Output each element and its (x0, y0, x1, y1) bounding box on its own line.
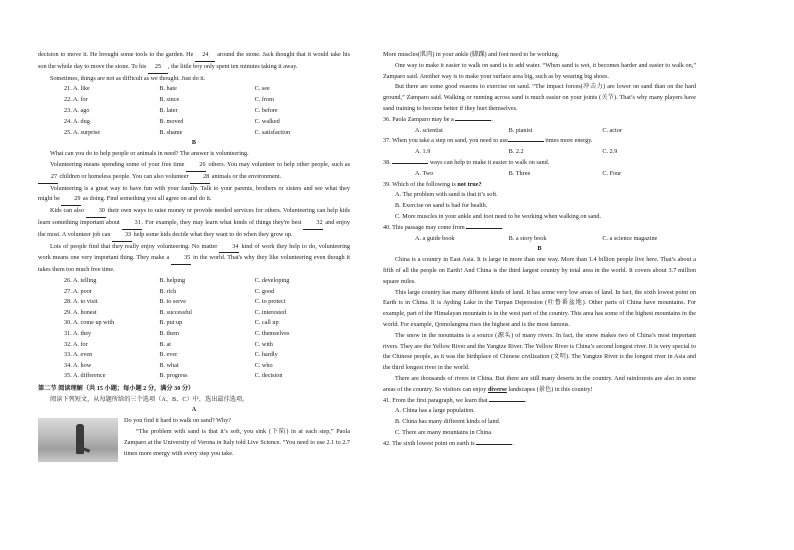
reading-a-para1: “The problem with sand is that it’s soft, you sink (下陷) in at each step,” Paola Zamparo at the University of Verona in Italy told Live Science. “You need to use 2.1 to 2.7 times more energy with every step you take. (124, 428, 350, 457)
blank-25: 25 (148, 62, 168, 74)
section-b-heading: B (191, 139, 197, 147)
part2-instructions: 阅读下列短文，从每题所给的三个选项（A、B、C）中，选出最佳选项。 (50, 395, 249, 403)
passage-tail-2: Sometimes, things are not as difficult as we thought. Just do it. (50, 74, 206, 82)
reading-b-para1: China is a country in East Asia. It is large in more than one way. More than 1.4 billion people live here. That’s about a fifth of all the people on Earth! And China is the third largest country by total area in the world. It covers about 3.7 million square miles. (383, 256, 696, 285)
question-42: 42. The sixth lowest point on earth is . (383, 439, 514, 447)
question-41: 41. From the first paragraph, we learn that . (383, 396, 527, 404)
option-row: 28. A. to visit B. to serve C. to protect (64, 298, 286, 306)
option-row: 32. A. for B. at C. with (64, 340, 273, 348)
answer-blank (489, 401, 525, 402)
question-39-option-b: B. Exercise on sand is bad for health. (395, 202, 488, 210)
answer-blank (476, 444, 512, 445)
diverse-word: diverse (487, 385, 507, 393)
blank-29: 29 (61, 194, 81, 206)
reading-a-block (38, 416, 350, 459)
option-row: 34. A. how B. what C. who (64, 361, 273, 369)
option-row: 24. A. dug B. moved C. walked (64, 117, 280, 125)
reading-a-title: Do you find it hard to walk on sand? Why? (124, 417, 231, 425)
blank-28: 28 (190, 172, 210, 184)
question-38: 38. ways can help to make it easier to walk on sand. (383, 158, 550, 166)
option-row: 26. A. telling B. helping C. developing (64, 276, 290, 284)
sand-walking-photo (38, 418, 118, 462)
section-a-heading: A (191, 406, 197, 414)
question-41-option-c: C. There are many mountains in China. (395, 428, 493, 436)
options-21-25 (38, 84, 350, 138)
blank-24: 24 (195, 50, 215, 62)
question-39-option-a: A. The problem with sand is that it’s soft. (395, 191, 498, 199)
blank-34: 34 (219, 242, 239, 254)
option-row: 33. A. even B. ever C. hardly (64, 351, 278, 359)
question-40: 40. This passage may come from . (383, 223, 504, 231)
blank-35: 35 (171, 253, 191, 265)
part2-title: 第二节 阅读理解（共 15 小题；每小题 2 分，满分 30 分） (38, 384, 195, 392)
question-37: 37. When you take a step on sand, you need to use times more energy. (383, 137, 593, 145)
question-41-option-a: A. China has a large population. (395, 407, 475, 415)
passage-b-para3: Kids can also 30 their own ways to raise money or provide needed services for others. Volunteering can help kids learn something important about 31. For example, they may learn what kinds of things they're best 32 and enjoy the most. A volunteer job can 33 help some kids decide what they want to do when they grow up. (38, 206, 350, 241)
answer-blank (392, 163, 428, 164)
option-row: 23. A. ago B. later C. before (64, 106, 278, 114)
option-row: 22. A. for B. since C. from (64, 96, 274, 104)
option-row: 31. A. they B. them C. themselves (64, 329, 290, 337)
reading-b-para3: The snow in the mountains is a source (源头) of many rivers. In fact, the snow makes two of China’s most important rivers. They are the Yellow River and the Yangtze River. The Yellow River is China’s second longest river. It is very special to the Chinese people, as it was the birthplace of Chinese civilization (文明). The Yangtze River is the longest river in Asia and the third longest river in the world. (383, 331, 696, 372)
section-b-heading-right: B (537, 245, 542, 253)
answer-blank (455, 120, 491, 121)
question-36: 36. Paola Zamparo may be a . (383, 115, 493, 123)
question-38-options: A. Two B. Three C. Four (415, 169, 622, 177)
reading-a-para2: One way to make it easier to walk on sand is to add water. “When sand is wet, it becomes harder and easier to walk on,” Zamparo said. Another way is to make your surface area big, such as by wearing big shoes. (383, 61, 696, 80)
question-40-options: A. a guide book B. a story book C. a science magazine (415, 234, 658, 242)
passage-b-intro: What can you do to help people or animals in need? The answer is volunteering. (50, 150, 249, 158)
blank-27: 27 (38, 172, 58, 184)
options-26-35 (38, 276, 350, 382)
reading-a-para0: More muscles(肌肉) in your ankle (脚踝) and foot need to be working. (383, 51, 560, 58)
option-row: 25. A. surprise B. shame C. satisfaction (64, 128, 291, 136)
answer-blank (466, 228, 502, 229)
passage-b-para1: Volunteering means spending some of your free time 26 others. You may volunteer to help other people, such as 27 children or homeless people. You can also volunteer 28 animals or the environment. (38, 160, 350, 184)
blank-26: 26 (186, 160, 206, 172)
blank-32: 32 (303, 218, 323, 230)
option-row: 35. A. difference B. progress C. decision (64, 372, 283, 380)
option-row: 29. A. honest B. successful C. interested (64, 308, 286, 316)
answer-blank (508, 141, 544, 142)
question-37-options: A. 1.9 B. 2.2 C. 2.9 (415, 148, 618, 156)
question-36-options: A. scientist B. pianist C. actor (415, 126, 622, 134)
blank-31: 31 (122, 218, 142, 230)
option-row: 21. A. like B. hate C. see (64, 85, 270, 93)
reading-a-para3: But there are some good reasons to exercise on sand. “The impact forces(冲击力) are lower on sand than on the hard ground,” Zamparo said. Walking or running across sand is much easier on your joints (关节). That’s why many players have sand training to become better if they hurt themselves. (383, 83, 696, 112)
passage-tail-1: decision to move it. He brought some tools to the garden. He 24 around the stone. Jack thought that it would take his son the whole day to move the stone. To his 25 , the little boy only spent ten minutes taking it away. (38, 50, 350, 74)
question-41-option-b: B. China has many different kinds of land. (395, 418, 501, 426)
question-39: 39. Which of the following is not true? (383, 180, 482, 188)
option-row: 30. A. come up with B. put up C. call up (64, 319, 279, 327)
blank-33: 33 (112, 230, 132, 242)
blank-30: 30 (86, 206, 106, 218)
left-column (38, 50, 350, 462)
passage-b-para2: Volunteering is a great way to have fun with your family. Talk to your parents, brothers or sisters and see what they might be 29 as doing. Find something you all agree on and do it. (38, 184, 350, 207)
passage-b-para4: Lots of people find that they really enjoy volunteering. No matter 34 kind of work they help to do, volunteering work means one very important thing. They make a 35 in the world. That's why they like volunteering even though it takes them too much free time. (38, 242, 350, 274)
reading-b-para2: This large country has many different kinds of land. It has some very low areas of land. In fact, the sixth lowest point on Earth is in China. It is Ayding Lake in the Turpan Depression (吐鲁番盆地). Other parts of China have mountains. For example, part of the Himalayan mountain is in the west part of the country. This area has some of the highest mountains in the world. For example, Qomolangma rises the highest and is the most famous. (383, 288, 696, 328)
right-column (383, 50, 696, 449)
option-row: 27. A. poor B. rich C. good (64, 287, 275, 295)
question-39-option-c: C. More muscles in your ankle and foot need to be working when walking on sand. (395, 212, 602, 220)
reading-b-para4: There are thousands of rivers in China. But there are still many deserts in the country. And rainforests are also in some areas of the country. So visitors can enjoy diverse landscapes (景色) in this country! (383, 374, 696, 393)
